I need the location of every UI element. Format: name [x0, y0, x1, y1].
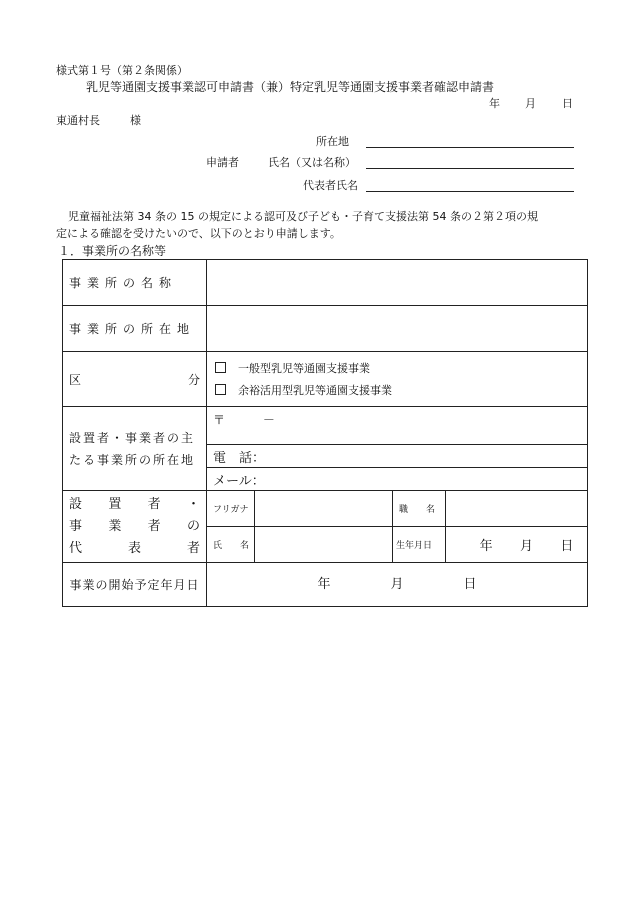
address-label: 所在地	[316, 135, 349, 148]
birth-year: 年	[479, 539, 493, 554]
addressee: 東通村長	[56, 114, 100, 127]
checkbox-surplus[interactable]	[215, 384, 226, 395]
section-heading: １．事業所の名称等	[58, 244, 167, 258]
rep-char: ・	[186, 496, 200, 512]
facility-location-input[interactable]	[207, 306, 588, 352]
rep-label-line1	[63, 494, 206, 516]
rep-char: 表	[127, 540, 141, 556]
start-day: 日	[463, 577, 477, 592]
person-name-input[interactable]	[255, 527, 393, 563]
category-label	[63, 352, 207, 407]
rep-char: 事	[69, 518, 83, 534]
job-title-label: 職 名	[393, 491, 446, 527]
date-month: 月	[525, 97, 536, 110]
option-general[interactable]	[215, 360, 587, 376]
rep-char: 代	[69, 540, 83, 556]
rep-char: の	[186, 518, 200, 534]
start-month: 月	[390, 577, 404, 592]
date-day: 日	[562, 97, 573, 110]
birth-date-label: 生年月日	[393, 527, 446, 563]
category-label-2: 分	[187, 372, 200, 387]
applicant-label: 申請者	[206, 156, 239, 169]
category-options	[207, 352, 588, 407]
checkbox-general[interactable]	[215, 362, 226, 373]
birth-month: 月	[519, 539, 533, 554]
body-text-line1: 児童福祉法第 34 条の 15 の規定による認可及び子ども・子育て支援法第 54 条の２第２項の規	[68, 210, 538, 223]
rep-name-line[interactable]	[366, 191, 574, 192]
birth-day: 日	[560, 539, 574, 554]
phone-cell[interactable]	[207, 445, 588, 468]
option-general-label: 一般型乳児等通園支援事業	[238, 362, 370, 375]
address-line[interactable]	[366, 147, 574, 148]
furigana-input[interactable]	[255, 491, 393, 527]
name-line[interactable]	[366, 168, 574, 169]
postal-cell[interactable]	[207, 407, 588, 445]
rep-char: 者	[186, 540, 200, 556]
rep-char: 設	[69, 496, 83, 512]
phone-label: 電 話：	[213, 450, 266, 466]
mail-label: メール：	[213, 473, 265, 489]
facility-name-label: 事業所の名称	[63, 260, 207, 306]
facility-table	[62, 259, 588, 607]
rep-char: 業	[108, 518, 122, 534]
rep-label-line3	[63, 538, 206, 560]
body-text-line2: 定による確認を受けたいので、以下のとおり申請します。	[56, 227, 341, 240]
rep-name-label: 代表者氏名	[303, 179, 358, 192]
job-title-input[interactable]	[446, 491, 588, 527]
birth-date-input[interactable]	[446, 527, 588, 563]
start-date-label: 事業の開始予定年月日	[63, 563, 207, 607]
operator-location-label: 設置者・事業者の主たる事業所の所在地	[63, 407, 207, 491]
date-year: 年	[489, 97, 500, 110]
furigana-label: フリガナ	[207, 491, 255, 527]
rep-char: 置	[108, 496, 122, 512]
rep-char: 者	[147, 496, 161, 512]
option-surplus[interactable]	[215, 382, 587, 398]
facility-location-label: 事業所の所在地	[63, 306, 207, 352]
honorific: 様	[130, 114, 141, 127]
name-label: 氏名（又は名称）	[268, 156, 356, 169]
representative-label	[63, 491, 207, 563]
option-surplus-label: 余裕活用型乳児等通園支援事業	[238, 384, 392, 397]
start-year: 年	[317, 577, 331, 592]
mail-cell[interactable]	[207, 468, 588, 491]
rep-char: 者	[147, 518, 161, 534]
postal-dash: －	[262, 413, 275, 427]
person-name-label: 氏 名	[207, 527, 255, 563]
start-date-input[interactable]	[207, 563, 588, 607]
facility-name-input[interactable]	[207, 260, 588, 306]
form-number: 様式第１号（第２条関係）	[56, 64, 188, 77]
category-label-1: 区	[69, 372, 82, 387]
rep-label-line2	[63, 516, 206, 538]
page-title: 乳児等通園支援事業認可申請書（兼）特定乳児等通園支援事業者確認申請書	[86, 80, 495, 94]
postal-mark: 〒	[213, 413, 226, 427]
